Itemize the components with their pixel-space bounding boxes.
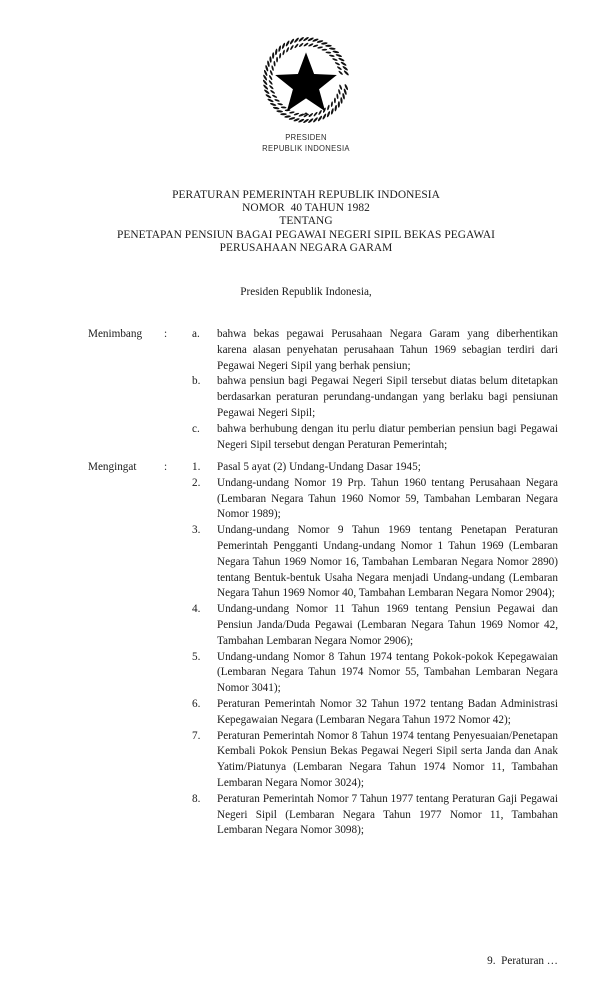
presidential-emblem-block (0, 34, 612, 153)
menimbang-colon: : (164, 328, 168, 340)
list-text: Undang-undang Nomor 11 Tahun 1969 tentang Pensiun Pegawai dan Pensiun Janda/Duda Pegawai (Lembaran Negara Tahun 1969 Nomor 42, Tambahan Lembaran Negara Nomor 2906); (217, 603, 558, 647)
list-item (192, 792, 558, 839)
mengingat-section (88, 460, 558, 839)
mengingat-label: Mengingat (88, 461, 137, 473)
list-item (192, 422, 558, 454)
mengingat-colon: : (164, 461, 168, 473)
list-marker: 3. (192, 524, 201, 537)
menimbang-label: Menimbang (88, 328, 143, 340)
list-item (192, 697, 558, 729)
list-marker: 5. (192, 650, 201, 663)
list-text: Peraturan Pemerintah Nomor 32 Tahun 1972 tentang Badan Administrasi Kepegawaian Negara (Lembaran Negara Tahun 1972 Nomor 42); (217, 697, 558, 726)
menimbang-section (88, 327, 558, 453)
list-marker: 6. (192, 697, 201, 710)
title-line-5-subject-cont: PERUSAHAAN NEGARA GARAM (219, 241, 393, 254)
list-marker: a. (192, 328, 200, 340)
list-marker: 7. (192, 729, 201, 742)
list-item (192, 729, 558, 792)
list-text: Peraturan Pemerintah Nomor 8 Tahun 1974 tentang Penyesuaian/Penetapan Kembali Pokok Pensiun Bekas Pegawai Negeri Sipil serta Janda dan Anak Yatim/Piatunya (Lembaran Negara Tahun 1974 Nomor 11, Tambahan Lembaran Negara Nomor 3024); (217, 729, 558, 789)
list-text: bahwa bekas pegawai Perusahaan Negara Garam yang diberhentikan karena alasan penyehatan perusahaan Tahun 1969 sebagian terdiri dari Pegawai Negeri Sipil yang berhak pensiun; (217, 328, 558, 372)
title-line-3-tentang: TENTANG (279, 215, 333, 228)
list-text: bahwa pensiun bagi Pegawai Negeri Sipil tersebut diatas belum ditetapkan berdasarkan peraturan perundang-undangan yang berlaku bagi pensiunan Pegawai Negeri Sipil; (217, 375, 558, 419)
document-title (56, 189, 556, 255)
page-continuation-note: 9. Peraturan … (487, 955, 558, 967)
list-marker: 8. (192, 792, 201, 805)
menimbang-list (88, 327, 558, 453)
mengingat-list (88, 460, 558, 839)
title-line-2-number: NOMOR 40 TAHUN 1982 (242, 202, 370, 215)
signatory-heading: Presiden Republik Indonesia, (240, 286, 372, 298)
list-text: bahwa berhubung dengan itu perlu diatur pemberian pensiun bagi Pegawai Negeri Sipil tersebut dengan Peraturan Pemerintah; (217, 422, 558, 451)
list-text: Undang-undang Nomor 9 Tahun 1969 tentang Penetapan Peraturan Pemerintah Pengganti Undang-undang Nomor 1 Tahun 1969 (Lembaran Negara Tahun 1969 Nomor 16, Tambahan Lembaran Negara Nomor 2890) tentang Bentuk-bentuk Usaha Negara menjadi Undang-undang (Lembaran Negara Tahun 1969 Nomor 40, Tambahan Lembaran Negara Nomor 2904); (217, 524, 558, 600)
emblem-caption-line-1: PRESIDEN (285, 132, 327, 142)
title-line-1: PERATURAN PEMERINTAH REPUBLIK INDONESIA (172, 189, 440, 201)
indonesia-presidential-seal-icon (260, 34, 352, 126)
list-item (192, 374, 558, 421)
title-line-4-subject: PENETAPAN PENSIUN BAGAI PEGAWAI NEGERI SIPIL BEKAS PEGAWAI (116, 228, 496, 241)
list-item (192, 476, 558, 523)
list-marker: 1. (192, 461, 201, 473)
list-text: Undang-undang Nomor 8 Tahun 1974 tentang Pokok-pokok Kepegawaian (Lembaran Negara Tahun 1974 Nomor 55, Tambahan Lembaran Negara Nomor 3041); (217, 650, 558, 695)
list-marker: c. (192, 422, 200, 435)
list-text: Pasal 5 ayat (2) Undang-Undang Dasar 1945; (217, 461, 421, 473)
list-marker: 4. (192, 603, 201, 616)
list-item (192, 602, 558, 649)
list-text: Peraturan Pemerintah Nomor 7 Tahun 1977 tentang Peraturan Gaji Pegawai Negeri Sipil (Lembaran Negara Tahun 1977 Nomor 11, Tambahan Lembaran Negara Nomor 3098); (217, 792, 558, 837)
list-item (192, 460, 558, 476)
list-marker: b. (192, 375, 201, 388)
list-text: Undang-undang Nomor 19 Prp. Tahun 1960 tentang Perusahaan Negara (Lembaran Negara Tahun 1960 Nomor 59, Tambahan Lembaran Negara Nomor 1989); (217, 476, 558, 521)
list-item (192, 327, 558, 374)
list-marker: 2. (192, 476, 201, 489)
list-item (192, 650, 558, 697)
emblem-caption-line-2: REPUBLIK INDONESIA (262, 142, 350, 153)
list-item (192, 523, 558, 602)
emblem-caption (24, 132, 587, 153)
